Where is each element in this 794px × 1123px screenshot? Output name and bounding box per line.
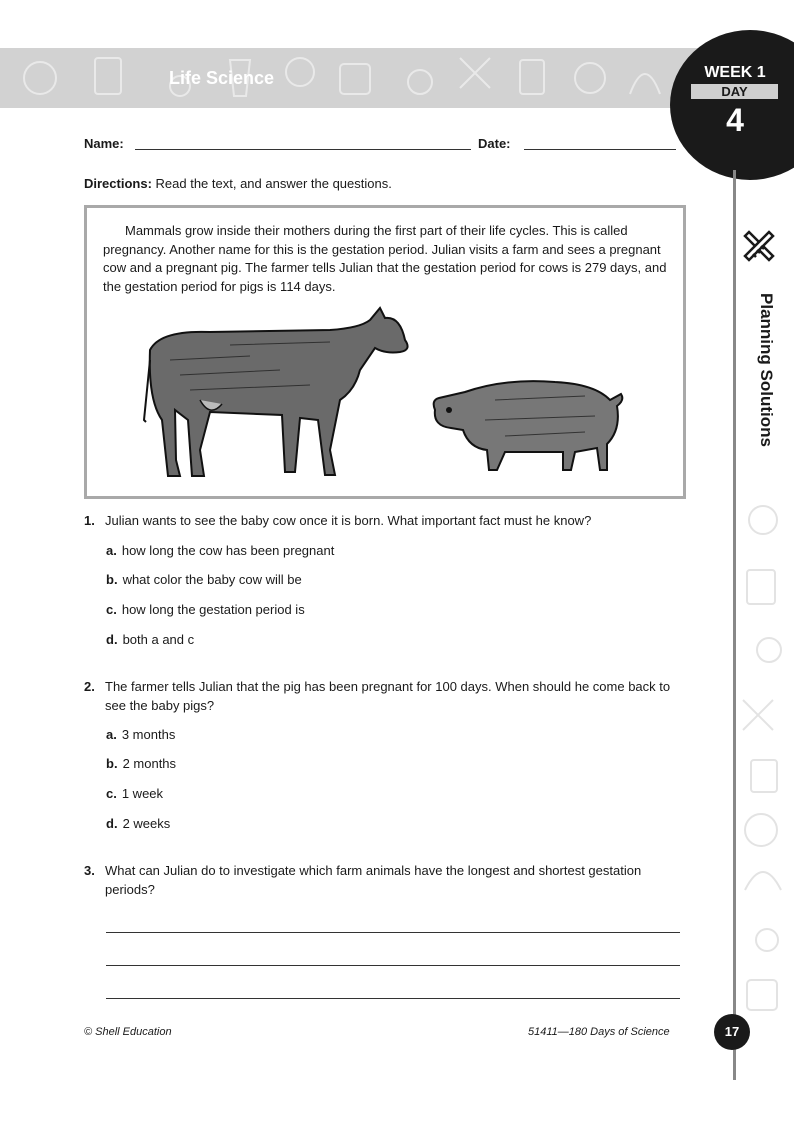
question-text: The farmer tells Julian that the pig has been pregnant for 100 days. When should he come back to see the baby pigs? bbox=[105, 679, 671, 713]
footer-book-title: 51411—180 Days of Science bbox=[528, 1026, 670, 1038]
option-text: 2 months bbox=[122, 756, 177, 771]
answer-line[interactable] bbox=[106, 965, 680, 966]
question-number: 1. bbox=[84, 513, 95, 528]
option-letter: b. bbox=[106, 572, 118, 587]
question-3 bbox=[84, 862, 694, 899]
side-label: Planning Solutions bbox=[757, 293, 776, 447]
question-text: What can Julian do to investigate which farm animals have the longest and shortest gestation periods? bbox=[105, 863, 642, 897]
option-letter: c. bbox=[106, 786, 117, 801]
section-title: Life Science bbox=[169, 68, 275, 88]
answer-line[interactable] bbox=[106, 998, 680, 999]
option-1b[interactable] bbox=[106, 572, 302, 587]
date-field[interactable] bbox=[524, 149, 676, 150]
directions bbox=[84, 176, 392, 191]
option-2b[interactable] bbox=[106, 756, 176, 771]
option-text: both a and c bbox=[122, 632, 195, 647]
question-number: 2. bbox=[84, 679, 95, 694]
option-1a[interactable] bbox=[106, 543, 334, 558]
day-number: 4 bbox=[726, 102, 744, 138]
answer-line[interactable] bbox=[106, 932, 680, 933]
week-label: WEEK 1 bbox=[704, 64, 766, 81]
option-text: 1 week bbox=[121, 786, 164, 801]
option-letter: d. bbox=[106, 816, 118, 831]
directions-label: Directions: bbox=[84, 176, 152, 191]
option-text: 2 weeks bbox=[122, 816, 171, 831]
animal-illustrations bbox=[130, 300, 630, 480]
option-1d[interactable] bbox=[106, 632, 194, 647]
question-2 bbox=[84, 678, 694, 715]
directions-text: Read the text, and answer the questions. bbox=[151, 176, 392, 191]
option-letter: d. bbox=[106, 632, 118, 647]
option-letter: a. bbox=[106, 543, 117, 558]
option-letter: a. bbox=[106, 727, 117, 742]
option-2c[interactable] bbox=[106, 786, 163, 801]
page-number: 17 bbox=[714, 1014, 750, 1050]
passage-text: Mammals grow inside their mothers during the first part of their life cycles. This is called pregnancy. Another name for this is the gestation period. Julian visits a farm and sees a pregnant cow and a pregnant pig. The farmer tells Julian that the gestation period for cows is 279 days, and the gestation period for pigs is 114 days. bbox=[103, 223, 667, 294]
name-field[interactable] bbox=[135, 149, 471, 150]
date-label: Date: bbox=[478, 136, 511, 151]
question-1 bbox=[84, 512, 694, 531]
question-number: 3. bbox=[84, 863, 95, 878]
option-text: 3 months bbox=[121, 727, 176, 742]
cow-illustration bbox=[144, 308, 408, 476]
option-text: how long the cow has been pregnant bbox=[121, 543, 335, 558]
option-letter: b. bbox=[106, 756, 118, 771]
option-letter: c. bbox=[106, 602, 117, 617]
pig-illustration bbox=[434, 381, 623, 470]
option-2a[interactable] bbox=[106, 727, 175, 742]
pencil-ruler-icon bbox=[741, 228, 777, 264]
footer-copyright: © Shell Education bbox=[84, 1026, 172, 1038]
option-2d[interactable] bbox=[106, 816, 170, 831]
option-1c[interactable] bbox=[106, 602, 305, 617]
day-label: DAY bbox=[691, 84, 778, 99]
option-text: what color the baby cow will be bbox=[122, 572, 302, 587]
option-text: how long the gestation period is bbox=[121, 602, 305, 617]
question-text: Julian wants to see the baby cow once it is born. What important fact must he know? bbox=[105, 513, 592, 528]
name-label: Name: bbox=[84, 136, 124, 151]
